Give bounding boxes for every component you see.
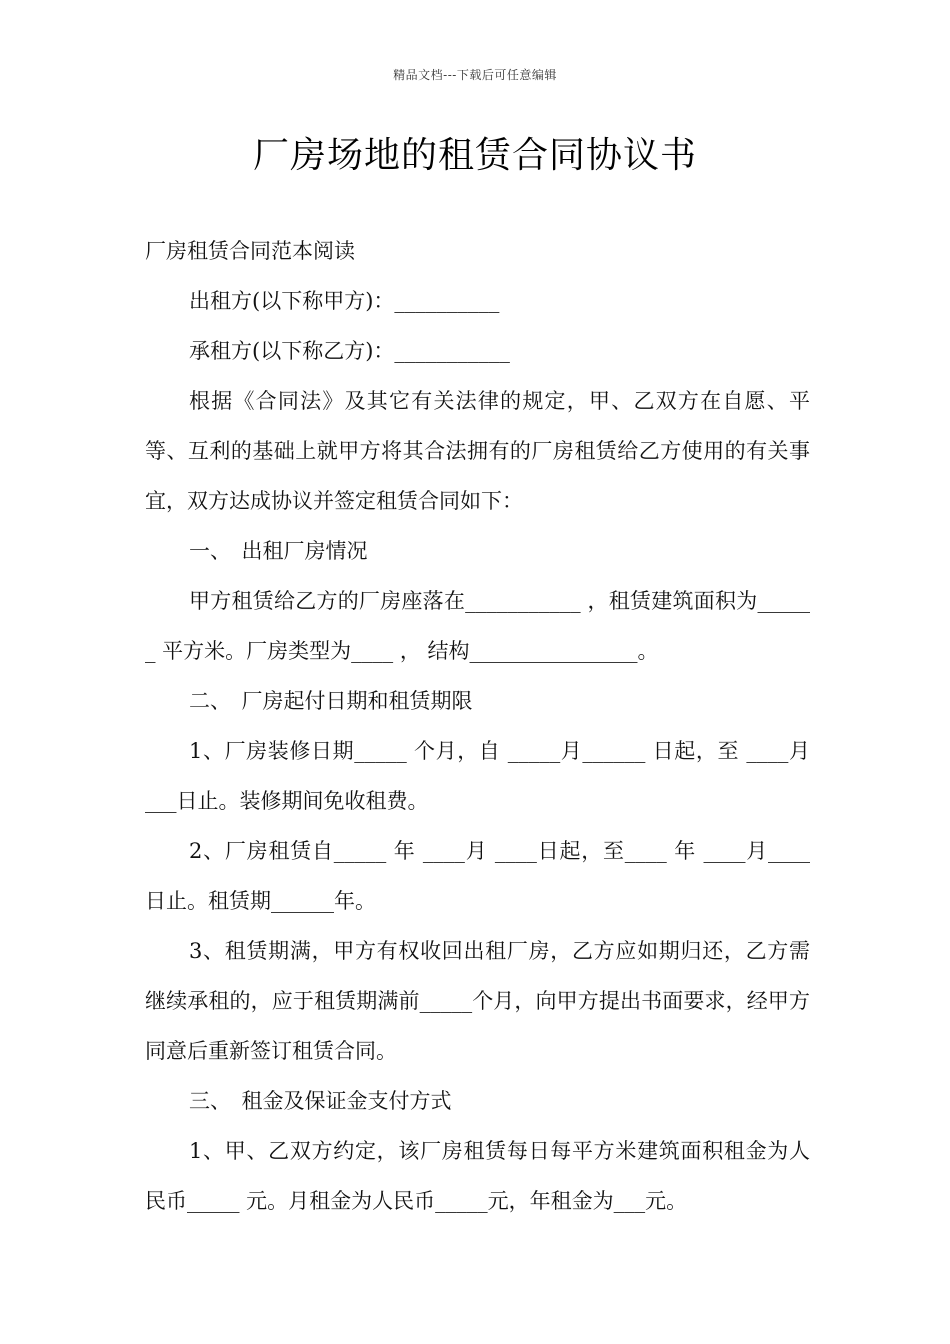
section-heading-2: 二、 厂房起付日期和租赁期限 xyxy=(189,689,473,713)
paragraph-lessee: 承租方(以下称乙方)：___________ xyxy=(189,339,510,363)
document-title: 厂房场地的租赁合同协议书 xyxy=(252,135,697,176)
paragraph-preamble: 根据《合同法》及其它有关法律的规定，甲、乙双方在自愿、平等、互利的基础上就甲方将其合法拥有的厂房租赁给乙方使用的有关事宜，双方达成协议并签定租赁合同如下： xyxy=(145,389,810,513)
paragraph-intro: 厂房租赁合同范本阅读 xyxy=(145,239,355,263)
section-heading-3: 三、 租金及保证金支付方式 xyxy=(189,1089,452,1113)
paragraph-premises: 甲方租赁给乙方的厂房座落在___________ ，租赁建筑面积为______ 平方米。厂房类型为____ ， 结构________________。 xyxy=(145,589,810,663)
paragraph-lease-term: 2、厂房租赁自_____ 年 ____月 ____日起，至____ 年 ____月____日止。租赁期______年。 xyxy=(145,839,810,913)
paragraph-rent-amount: 1、甲、乙双方约定，该厂房租赁每日每平方米建筑面积租金为人民币_____ 元。月租金为人民币_____元，年租金为___元。 xyxy=(145,1139,810,1213)
paragraph-renovation-period: 1、厂房装修日期_____ 个月，自 _____月______ 日起，至 ____月 ___日止。装修期间免收租费。 xyxy=(145,739,810,813)
page-header: 精品文档---下载后可任意编辑 xyxy=(393,68,557,82)
paragraph-lessor: 出租方(以下称甲方)：__________ xyxy=(189,289,500,313)
section-heading-1: 一、 出租厂房情况 xyxy=(189,539,368,563)
document-body xyxy=(145,226,810,1226)
paragraph-lease-expiry: 3、租赁期满，甲方有权收回出租厂房，乙方应如期归还，乙方需继续承租的，应于租赁期满前_____个月，向甲方提出书面要求，经甲方同意后重新签订租赁合同。 xyxy=(145,939,810,1063)
